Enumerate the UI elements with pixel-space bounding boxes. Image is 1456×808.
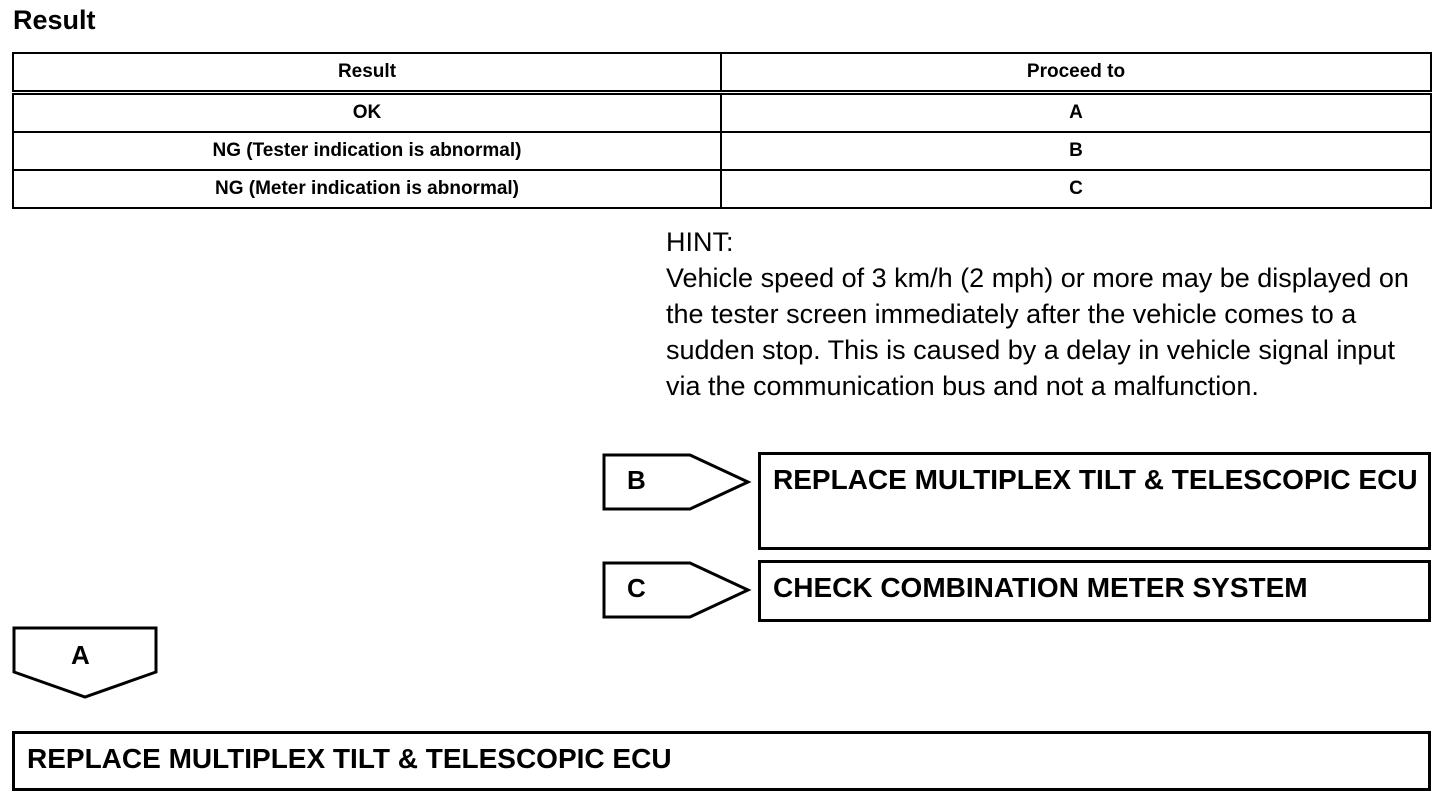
table-row [13,93,1431,133]
cell-result: NG (Meter indication is abnormal) [13,170,721,208]
cell-proceed-to: B [721,132,1431,170]
hint-text: Vehicle speed of 3 km/h (2 mph) or more may be displayed on the tester screen immediately after the vehicle comes to a sudden stop. This is caused by a delay in vehicle signal input via the communication bus and not a malfunction. [666,263,1409,401]
table-header-row [13,53,1431,93]
branch-b-action-box: REPLACE MULTIPLEX TILT & TELESCOPIC ECU [758,452,1431,550]
header-proceed-to: Proceed to [721,53,1431,93]
result-table [12,52,1432,209]
cell-result: OK [13,93,721,133]
branch-c-arrow-tag [602,561,752,619]
branch-a-tag-label: A [71,640,90,670]
header-result: Result [13,53,721,93]
cell-proceed-to: A [721,93,1431,133]
table-row [13,132,1431,170]
hint-block [666,224,1436,404]
branch-b-tag-label: B [627,465,646,495]
cell-proceed-to: C [721,170,1431,208]
cell-result: NG (Tester indication is abnormal) [13,132,721,170]
branch-c-tag-label: C [627,573,646,603]
table-row [13,170,1431,208]
section-title: Result [13,5,96,35]
branch-c-action-box: CHECK COMBINATION METER SYSTEM [758,560,1431,622]
branch-a-arrow-tag [12,626,158,700]
branch-b-arrow-tag [602,453,752,511]
right-arrow-tag-icon [602,561,752,619]
branch-a-action-box: REPLACE MULTIPLEX TILT & TELESCOPIC ECU [12,731,1431,791]
hint-label: HINT: [666,227,734,257]
right-arrow-tag-icon [602,453,752,511]
